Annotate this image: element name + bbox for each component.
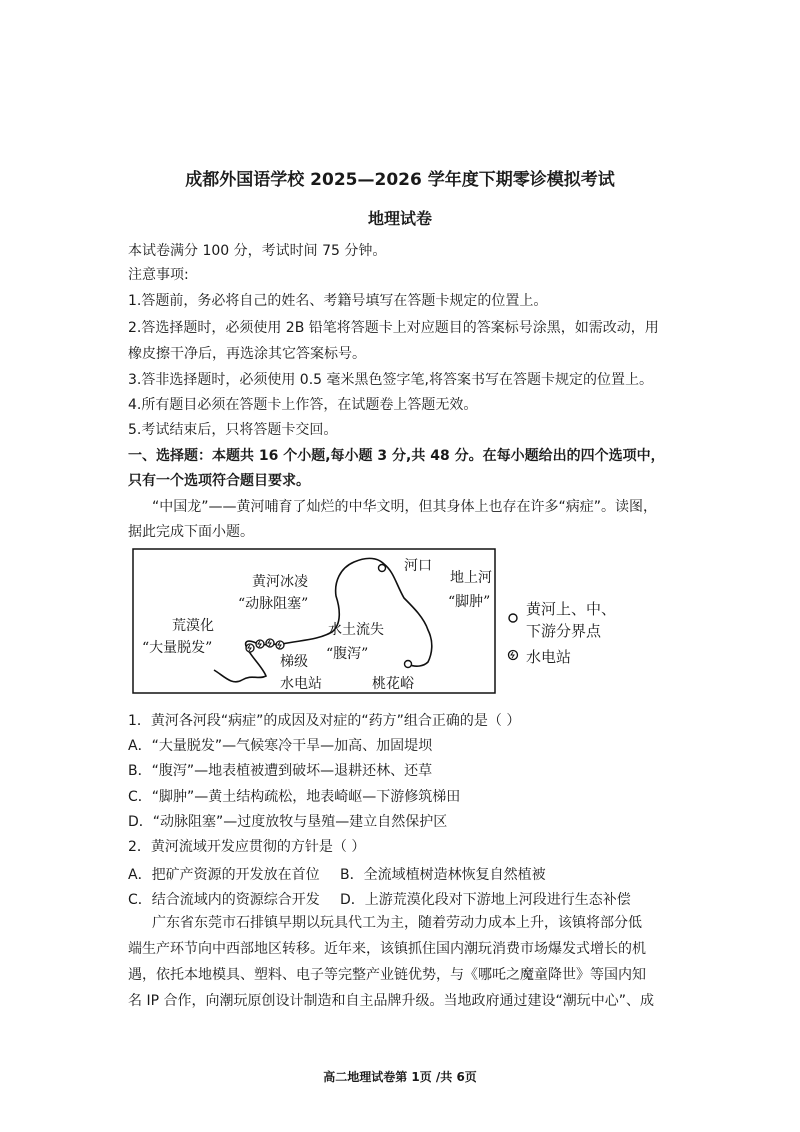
passage2-line-1: 广东省东莞市石排镇早期以玩具代工为主，随着劳动力成本上升，该镇将部分低 xyxy=(152,915,642,931)
passage1-line-2: 据此完成下面小题。 xyxy=(128,524,254,540)
legend-boundary-line-2: 下游分界点 xyxy=(526,622,602,640)
boundary-point-hekou xyxy=(379,565,386,572)
legend-hydro: 水电站 xyxy=(526,648,572,666)
section1-heading: 一、选择题：本题共 16 个小题,每小题 3 分,共 48 分。在每小题给出的四个选项中， xyxy=(128,448,665,464)
label-ice-jam-sub: “动脉阻塞” xyxy=(238,596,309,612)
q1-option-c: C．“脚肿”—黄土结构疏松，地表崎岖—下游修筑梯田 xyxy=(128,789,461,805)
exam-subtitle: 地理试卷 xyxy=(367,209,432,228)
yellow-river-course xyxy=(214,558,432,681)
q2-option-c: C．结合流域内的资源综合开发 xyxy=(128,892,320,908)
passage2-line-2: 端生产环节向中西部地区转移。近年来，该镇抓住国内潮玩消费市场爆发式增长的机 xyxy=(128,941,646,957)
notice-intro: 本试卷满分 100 分，考试时间 75 分钟。 xyxy=(128,243,387,259)
notice-item-4: 4.所有题目必须在答题卡上作答，在试题卷上答题无效。 xyxy=(128,397,478,413)
label-raised-river-sub: “脚肿” xyxy=(448,594,491,610)
section1-heading-cont: 只有一个选项符合题目要求。 xyxy=(128,473,310,489)
label-cascade-sub: 水电站 xyxy=(280,676,322,692)
yellow-river-map xyxy=(132,548,496,694)
label-ice-jam: 黄河冰凌 xyxy=(252,574,308,590)
q1-option-a: A．“大量脱发”—气候寒冷干旱—加高、加固堤坝 xyxy=(128,738,433,754)
notice-item-5: 5.考试结束后，只将答题卡交回。 xyxy=(128,422,338,438)
q2-option-d: D．上游荒漠化段对下游地上河段进行生态补偿 xyxy=(340,892,631,908)
page-footer: 高二地理试卷第 1页 /共 6页 xyxy=(323,1070,477,1084)
label-soil-erosion: 水土流失 xyxy=(328,622,384,638)
label-desertification-sub: “大量脱发” xyxy=(142,640,213,656)
label-taohuayu: 桃花峪 xyxy=(372,676,414,692)
passage2-line-3: 遇，依托本地模具、塑料、电子等完整产业链优势，与《哪吒之魔童降世》等国内知 xyxy=(128,967,646,983)
q2-option-b: B．全流域植树造林恢复自然植被 xyxy=(340,867,546,883)
label-hekou: 河口 xyxy=(404,558,432,574)
legend-boundary-line-1: 黄河上、中、 xyxy=(526,600,617,618)
q1-option-b: B．“腹泻”—地表植被遭到破坏—退耕还林、还草 xyxy=(128,763,433,779)
notice-item-2-cont: 橡皮擦干净后，再选涂其它答案标号。 xyxy=(128,346,366,362)
notice-item-2: 2.答选择题时，必须使用 2B 铅笔将答题卡上对应题目的答案标号涂黑，如需改动，用 xyxy=(128,320,659,336)
label-raised-river: 地上河 xyxy=(450,570,492,586)
q1-stem: 1．黄河各河段“病症”的成因及对症的“药方”组合正确的是（ ） xyxy=(128,713,521,729)
boundary-point-legend-icon xyxy=(506,611,520,625)
notice-heading: 注意事项: xyxy=(128,267,189,283)
label-desertification: 荒漠化 xyxy=(172,618,214,634)
label-soil-erosion-sub: “腹泻” xyxy=(326,646,369,662)
label-cascade: 梯级 xyxy=(280,654,308,670)
passage1-line-1: “中国龙”——黄河哺育了灿烂的中华文明，但其身体上也存在许多“病症”。读图， xyxy=(152,499,658,515)
q2-stem: 2．黄河流域开发应贯彻的方针是（ ） xyxy=(128,839,366,855)
exam-title: 成都外国语学校 2025—2026 学年度下期零诊模拟考试 xyxy=(185,170,615,190)
passage2-line-4: 名 IP 合作，向潮玩原创设计制造和自主品牌升级。当地政府通过建设“潮玩中心”、成 xyxy=(128,993,654,1009)
notice-item-3: 3.答非选择题时，必须使用 0.5 毫米黑色签字笔,将答案书写在答题卡规定的位置上。 xyxy=(128,372,653,388)
q2-option-a: A．把矿产资源的开发放在首位 xyxy=(128,867,320,883)
hydro-station-legend-icon xyxy=(506,648,520,662)
boundary-point-taohuayu xyxy=(405,661,412,668)
q1-option-d: D．“动脉阻塞”—过度放牧与垦殖—建立自然保护区 xyxy=(128,814,448,830)
notice-item-1: 1.答题前，务必将自己的姓名、考籍号填写在答题卡规定的位置上。 xyxy=(128,293,548,309)
